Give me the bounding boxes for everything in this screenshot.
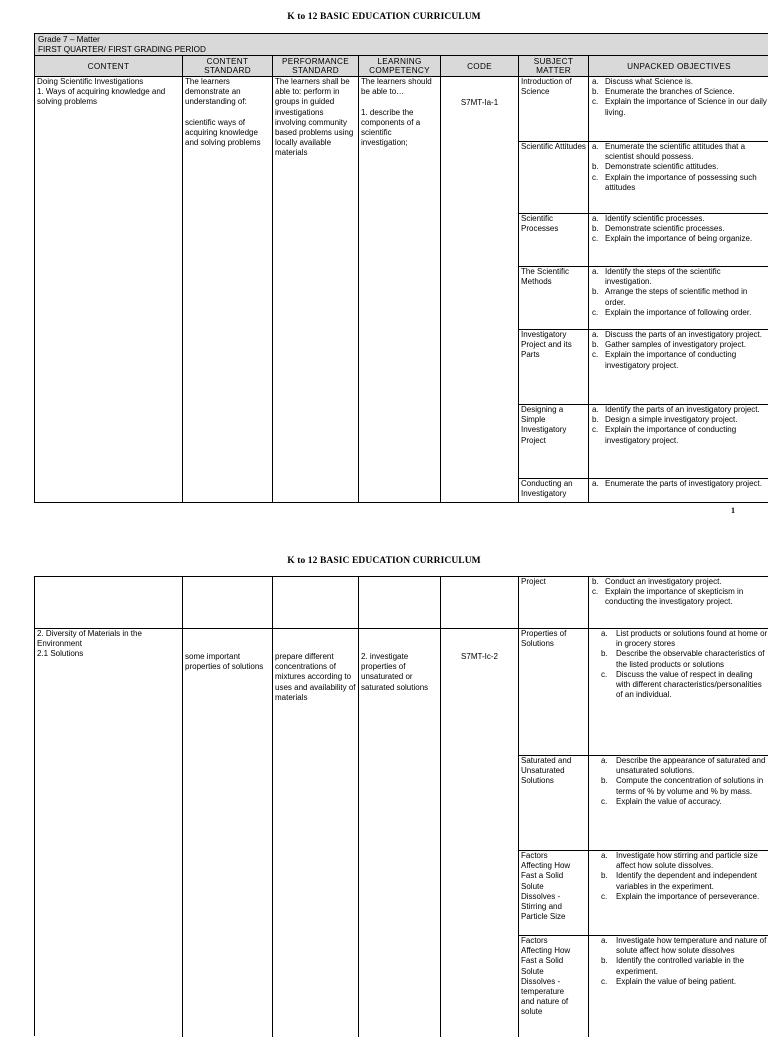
objectives-cell xyxy=(592,479,768,489)
subject-matter-cell: Factors Affecting How Fast a Solid Solute Dissolves - Stirring and Particle Size xyxy=(521,851,571,922)
objectives-cell xyxy=(601,851,768,902)
column-divider xyxy=(588,577,589,1037)
objective-item: a. Investigate how stirring and particle size affect how solute dissolves. xyxy=(601,851,758,871)
objective-item: b. Identify the dependent and independent variables in the experiment. xyxy=(601,871,758,891)
page-title: K to 12 BASIC EDUCATION CURRICULUM xyxy=(287,12,481,22)
objective-item: b. Conduct an investigatory project. xyxy=(592,577,722,586)
subject-matter-cell: Designing a Simple Investigatory Project xyxy=(521,405,567,445)
grade-header xyxy=(35,34,768,56)
quarter-label: FIRST QUARTER/ FIRST GRADING PERIOD xyxy=(38,44,206,54)
objective-item: a. List products or solutions found at home or in grocery stores xyxy=(601,629,768,649)
subject-matter-cell: Scientific Attitudes xyxy=(521,142,586,151)
objective-item: a. Investigate how temperature and nature of solute affect how solute dissolves xyxy=(601,936,767,956)
objectives-cell xyxy=(601,756,768,807)
header-learning-competency: LEARNING COMPETENCY xyxy=(359,56,441,77)
objective-item: c. Explain the value of being patient. xyxy=(601,976,737,986)
curriculum-table-page-2 xyxy=(34,576,768,1036)
objectives-cell xyxy=(592,77,768,118)
objectives-cell xyxy=(592,330,768,371)
objective-item: c. Explain the importance of skepticism in conducting the investigatory project. xyxy=(592,587,744,607)
objectives-cell xyxy=(601,936,768,987)
objective-item: a. Discuss what Science is. xyxy=(592,77,694,86)
objective-item: b. Describe the observable characteristics of the listed products or solutions xyxy=(601,649,765,669)
objective-item: b. Design a simple investigatory project. xyxy=(592,415,738,425)
column-divider xyxy=(440,77,441,503)
learning-competency-cell: The learners should be able to… 1. describe the components of a scientific investigation; xyxy=(361,77,432,148)
grade-label: Grade 7 – Matter xyxy=(38,35,100,44)
objective-item: b. Gather samples of investigatory project. xyxy=(592,340,746,350)
page-title: K to 12 BASIC EDUCATION CURRICULUM xyxy=(287,556,481,566)
subject-matter-cell: Properties of Solutions xyxy=(521,629,567,649)
learning-competency-cell: 2. investigate properties of unsaturated or saturated solutions xyxy=(361,652,429,692)
header-unpacked-objectives: UNPACKED OBJECTIVES xyxy=(589,56,768,77)
objective-item: a. Identify scientific processes. xyxy=(592,214,705,223)
objective-item: b. Arrange the steps of scientific method in order. xyxy=(592,287,748,307)
header-subject-matter: SUBJECT MATTER xyxy=(519,56,589,77)
objective-item: b. Demonstrate scientific processes. xyxy=(592,224,725,234)
objective-item: c. Discuss the value of respect in dealing with different characteristics/personalities of an individual. xyxy=(601,669,762,700)
objective-item: a. Describe the appearance of saturated and unsaturated solutions. xyxy=(601,756,766,776)
objective-item: a. Discuss the parts of an investigatory project. xyxy=(592,330,762,339)
objective-item: c. Explain the value of accuracy. xyxy=(601,796,722,806)
objective-item: b. Identify the controlled variable in the experiment. xyxy=(601,956,745,976)
subject-matter-cell: Project xyxy=(521,577,546,586)
subject-matter-cell: Scientific Processes xyxy=(521,214,559,234)
objective-item: b. Enumerate the branches of Science. xyxy=(592,87,735,97)
content-cell: Doing Scientific Investigations 1. Ways of acquiring knowledge and solving problems xyxy=(37,77,166,107)
header-content: CONTENT xyxy=(35,56,183,77)
subject-matter-cell: Conducting an Investigatory xyxy=(521,479,573,499)
objective-item: a. Identify the parts of an investigatory project. xyxy=(592,405,760,414)
objectives-cell xyxy=(592,267,768,318)
competency-code: S7MT-Ia-1 xyxy=(460,98,499,107)
objective-item: b. Demonstrate scientific attitudes. xyxy=(592,162,719,172)
subject-matter-cell: The Scientific Methods xyxy=(521,267,570,287)
subject-matter-cell: Investigatory Project and its Parts xyxy=(521,330,572,360)
page-number: 1 xyxy=(731,506,735,515)
objective-item: c. Explain the importance of perseverance. xyxy=(601,891,760,901)
objectives-cell xyxy=(592,405,768,446)
objective-item: a. Enumerate the parts of investigatory project. xyxy=(592,479,762,488)
column-divider xyxy=(440,577,441,1037)
subject-matter-cell: Introduction of Science xyxy=(521,77,572,97)
content-standard-cell: The learners demonstrate an understanding of: scientific ways of acquiring knowledge and solving problems xyxy=(185,77,261,148)
objective-item: c. Explain the importance of following order. xyxy=(592,307,752,317)
objective-item: c. Explain the importance of Science in our daily living. xyxy=(592,97,767,117)
objective-item: a. Identify the steps of the scientific investigation. xyxy=(592,267,721,287)
objective-item: c. Explain the importance of possessing such attitudes xyxy=(592,172,757,192)
objective-item: c. Explain the importance of conducting investigatory project. xyxy=(592,350,737,370)
subject-matter-cell: Saturated and Unsaturated Solutions xyxy=(521,756,572,786)
header-content-standard: CONTENT STANDARD xyxy=(183,56,273,77)
column-divider xyxy=(272,577,273,1037)
header-code: CODE xyxy=(441,56,519,77)
objectives-cell xyxy=(592,577,768,608)
objectives-cell xyxy=(601,629,768,700)
objective-item: c. Explain the importance of being organize. xyxy=(592,234,753,244)
content-cell: 2. Diversity of Materials in the Environment 2.1 Solutions xyxy=(37,629,142,659)
objective-item: b. Compute the concentration of solutions in terms of % by volume and % by mass. xyxy=(601,776,764,796)
competency-code: S7MT-Ic-2 xyxy=(461,652,498,661)
performance-standard-cell: prepare different concentrations of mixtures according to uses and availability of materials xyxy=(275,652,356,702)
column-divider xyxy=(358,577,359,1037)
curriculum-table-page-1 xyxy=(34,33,768,503)
performance-standard-cell: The learners shall be able to: perform in groups in guided investigations involving community based problems using locally available materials xyxy=(275,77,354,158)
objectives-cell xyxy=(592,142,768,193)
content-standard-cell: some important properties of solutions xyxy=(185,652,264,672)
subject-matter-cell: Factors Affecting How Fast a Solid Solute Dissolves - temperature and nature of solute xyxy=(521,936,571,1017)
objectives-cell xyxy=(592,214,768,245)
header-performance-standard: PERFORMANCE STANDARD xyxy=(273,56,359,77)
objective-item: c. Explain the importance of conducting investigatory project. xyxy=(592,425,737,445)
objective-item: a. Enumerate the scientific attitudes that a scientist should possess. xyxy=(592,142,746,162)
column-divider xyxy=(182,577,183,1037)
